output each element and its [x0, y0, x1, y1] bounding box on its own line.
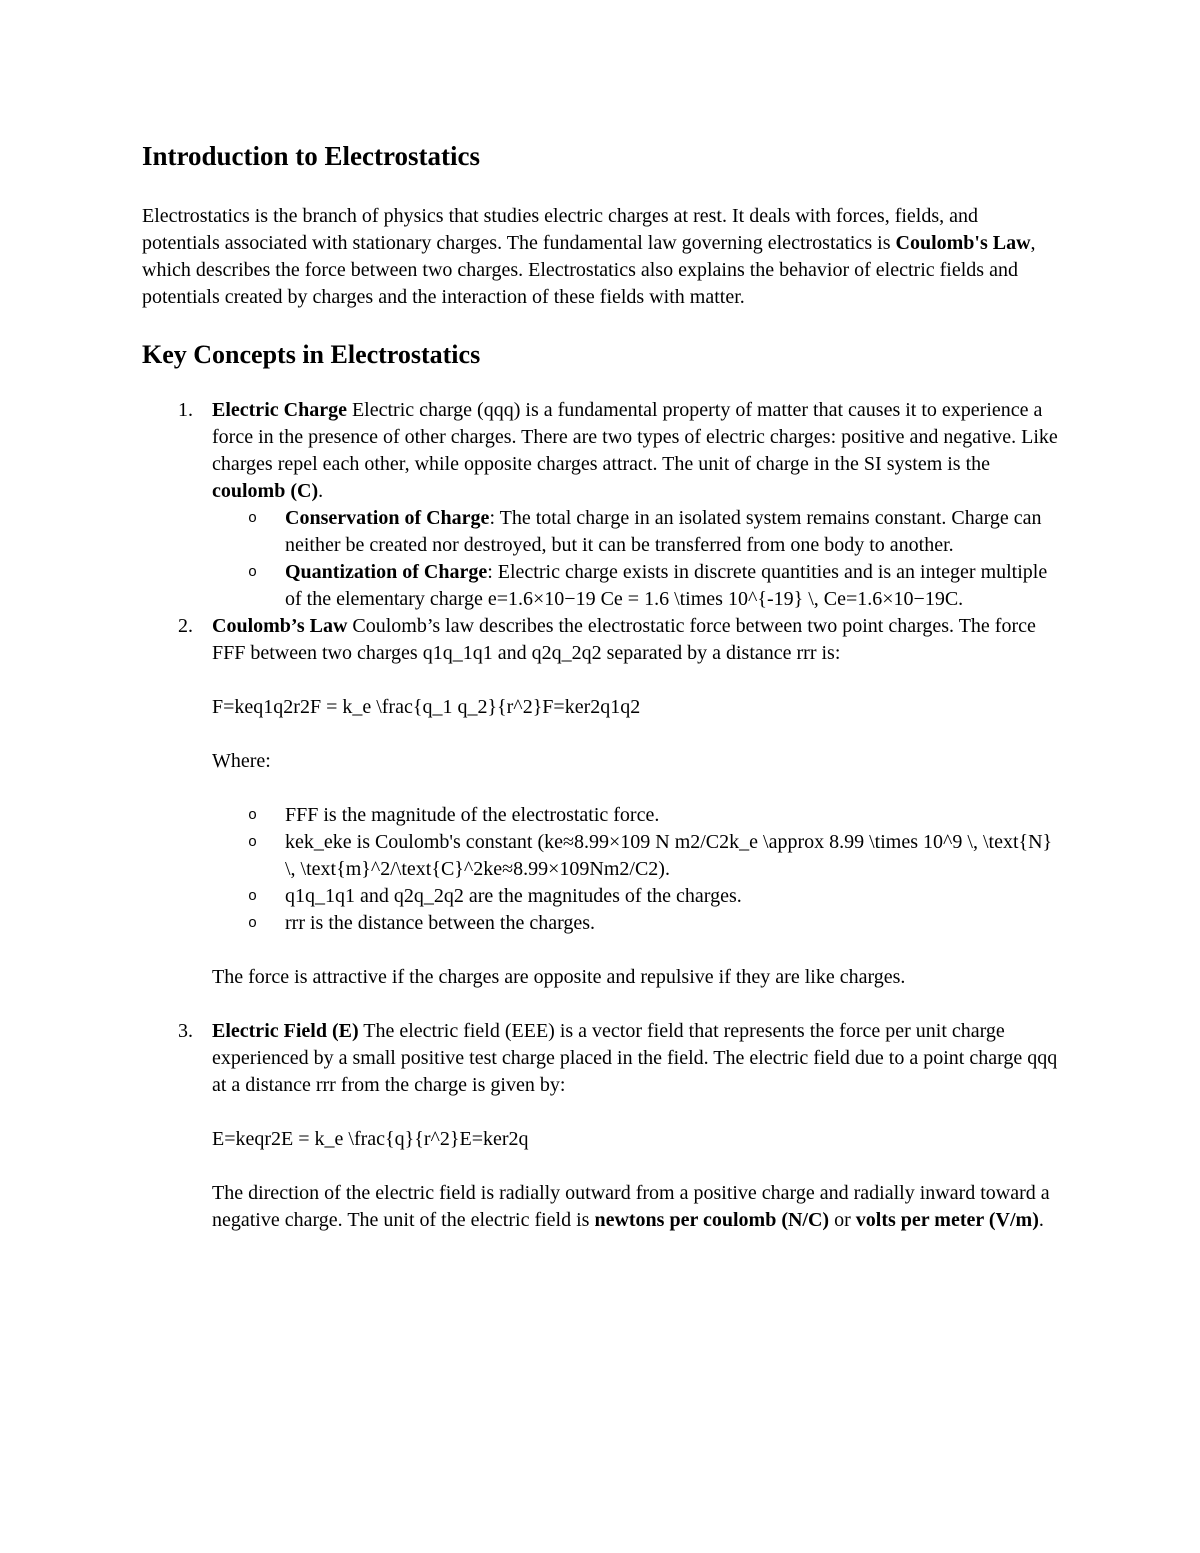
electric-field-term: Electric Field (E): [212, 1020, 359, 1042]
bullet-item-distance: [212, 910, 1058, 937]
electric-field-formula: E=keqr2E = k_e \frac{q}{r^2}E=ker2q: [212, 1128, 529, 1150]
sub-item-quantization: [212, 559, 1058, 613]
coulombs-law-text: Coulomb’s law describes the electrostatic force between two point charges. The force FFF between two charges q1q_1q1 and q2q_2q2 separated by a distance rrr is:: [212, 615, 1036, 664]
volts-per-meter-term: volts per meter (V/m): [855, 1209, 1039, 1231]
force-direction-note: The force is attractive if the charges are opposite and repulsive if they are like charges.: [212, 966, 906, 988]
bullet-marker: o: [248, 834, 258, 851]
conservation-text: : The total charge in an isolated system remains constant. Charge can neither be created nor destroyed, but it can be transferred from one body to another.: [285, 507, 1042, 556]
electric-field-text: The electric field (EEE) is a vector field that represents the force per unit charge experienced by a small positive test charge placed in the field. The electric field due to a point charge qqq at a distance rrr from the charge is given by:: [212, 1020, 1058, 1096]
coulomb-formula: F=keq1q2r2F = k_e \frac{q_1 q_2}{r^2}F=ker2q1q2: [212, 696, 641, 718]
electric-field-paragraph: [212, 1018, 1058, 1099]
list-item-electric-field: [142, 1018, 1058, 1234]
sub-item-conservation: [212, 505, 1058, 559]
document-title: Introduction to Electrostatics: [142, 141, 480, 171]
charges-variable-text: q1q_1q1 and q2q_2q2 are the magnitudes of the charges.: [285, 885, 742, 907]
distance-variable-text: rrr is the distance between the charges.: [285, 912, 596, 934]
quantization-term: Quantization of Charge: [285, 561, 488, 583]
coulombs-law-bold: Coulomb's Law: [895, 232, 1031, 254]
electric-charge-paragraph: [212, 397, 1058, 505]
conservation-term: Conservation of Charge: [285, 507, 490, 529]
list-item-electric-charge: [142, 397, 1058, 613]
field-direction-text-2: or: [829, 1209, 856, 1231]
electric-charge-tail: .: [318, 480, 324, 502]
intro-text-2: , which describes the force between two charges. Electrostatics also explains the behavior of electric fields and potentials created by charges and the interaction of these fields with matter.: [142, 232, 1036, 308]
where-label: Where:: [212, 750, 271, 772]
coulomb-unit-term: coulomb (C): [212, 480, 319, 502]
field-direction-paragraph: [212, 1180, 1058, 1234]
bullet-item-charges: [212, 883, 1058, 910]
force-variable-text: FFF is the magnitude of the electrostatic force.: [285, 804, 660, 826]
bullet-marker: o: [248, 915, 258, 932]
bullet-item-constant: [212, 829, 1058, 883]
formula-variables-list: [212, 802, 1058, 937]
coulombs-law-term: Coulomb’s Law: [212, 615, 348, 637]
quantization-text: : Electric charge exists in discrete quantities and is an integer multiple of the elementary charge e=1.6×10−19 Ce = 1.6 \times 10^{-19} \, Ce=1.6×10−19C.: [285, 561, 1048, 610]
list-number-3: 3.: [178, 1020, 193, 1042]
electric-charge-text: Electric charge (qqq) is a fundamental property of matter that causes it to experience a force in the presence of other charges. There are two types of electric charges: positive and negative. Like charges repel each other, while opposite charges attract. The unit of charge in the SI system is the: [212, 399, 1058, 475]
bullet-item-force: [212, 802, 1058, 829]
bullet-marker: o: [248, 564, 258, 581]
intro-paragraph: [142, 203, 1058, 311]
newtons-per-coulomb-term: newtons per coulomb (N/C): [594, 1209, 830, 1231]
constant-variable-text: kek_eke is Coulomb's constant (ke≈8.99×109 N m2/C2k_e \approx 8.99 \times 10^9 \, \text{N} \, \text{m}^2/\text{C}^2ke≈8.99×109Nm2/C2).: [285, 831, 1053, 880]
bullet-marker: o: [248, 807, 258, 824]
list-number-1: 1.: [178, 399, 193, 421]
field-direction-text-1: The direction of the electric field is radially outward from a positive charge and radially inward toward a negative charge. The unit of the electric field is: [212, 1182, 1050, 1231]
list-item-coulombs-law: [142, 613, 1058, 1018]
field-direction-tail: .: [1038, 1209, 1044, 1231]
intro-text-1: Electrostatics is the branch of physics that studies electric charges at rest. It deals with forces, fields, and potentials associated with stationary charges. The fundamental law governing electrostatics is: [142, 205, 979, 254]
bullet-marker: o: [248, 510, 258, 527]
quantization-paragraph: [285, 559, 1058, 613]
bullet-marker: o: [248, 888, 258, 905]
list-number-2: 2.: [178, 615, 193, 637]
coulombs-law-content: [212, 613, 1058, 1018]
conservation-paragraph: [285, 505, 1058, 559]
electric-field-content: [212, 1018, 1058, 1234]
electric-charge-content: [212, 397, 1058, 613]
coulombs-law-paragraph: [212, 613, 1058, 667]
section-heading: Key Concepts in Electrostatics: [142, 340, 481, 369]
electric-charge-term: Electric Charge: [212, 399, 347, 421]
